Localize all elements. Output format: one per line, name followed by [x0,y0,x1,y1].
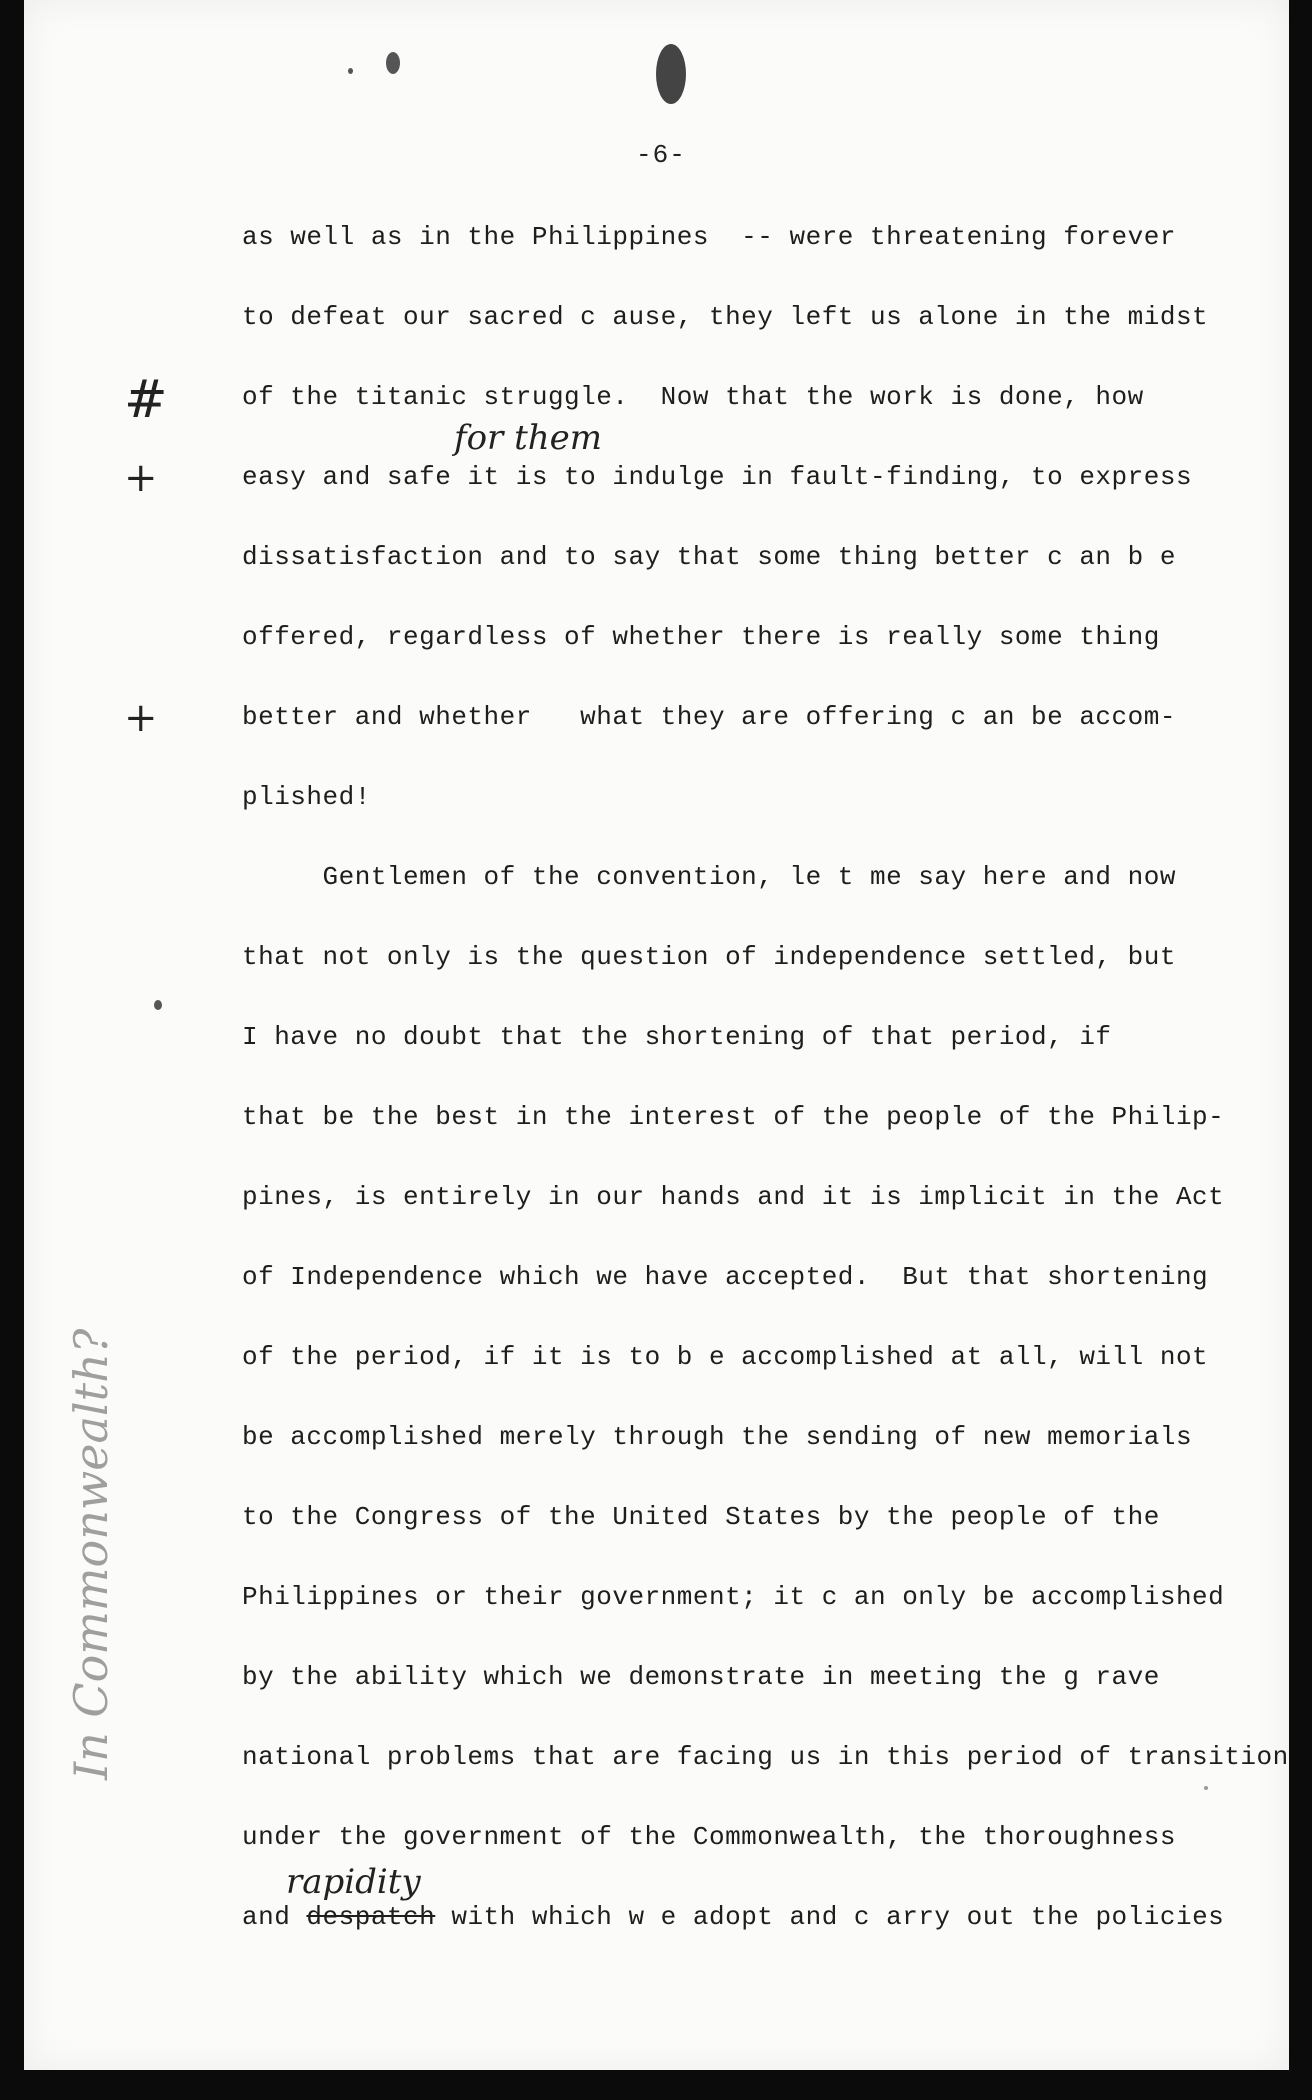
body-line-21: under the government of the Commonwealth, the thoroughness [242,1822,1176,1852]
body-line-11: I have no doubt that the shortening of that period, if [242,1022,1112,1052]
body-line-9: Gentlemen of the convention, le t me say here and now [242,862,1176,892]
body-line-4: easy and safe it is to indulge in fault-finding, to express [242,462,1193,492]
body-line-17: to the Congress of the United States by the people of the [242,1502,1160,1532]
body-line-1: as well as in the Philippines -- were threatening forever [242,222,1176,252]
page-number: -6- [636,140,686,170]
handwritten-insert-rapidity: rapidity [286,1862,421,1902]
body-line-19: by the ability which we demonstrate in meeting the g rave [242,1662,1160,1692]
body-line-3: of the titanic struggle. Now that the work is done, how [242,382,1144,412]
body-line-7: better and whether what they are offering c an be accom- [242,702,1176,732]
last-line-prefix: and [242,1902,307,1932]
ink-spot-5 [1204,1786,1208,1790]
body-line-6: offered, regardless of whether there is really some thing [242,622,1160,652]
body-line-13: pines, is entirely in our hands and it is implicit in the Act [242,1182,1225,1212]
body-line-5: dissatisfaction and to say that some thing better c an b e [242,542,1176,572]
margin-mark-3: + [124,695,158,741]
margin-mark-1: # [124,370,168,430]
ink-spot-3 [348,68,353,74]
last-line-suffix: with which w e adopt and c arry out the policies [435,1902,1225,1932]
body-line-18: Philippines or their government; it c an only be accomplished [242,1582,1225,1612]
body-line-15: of the period, if it is to b e accomplished at all, will not [242,1342,1209,1372]
body-line-8: plished! [242,782,371,812]
body-line-14: of Independence which we have accepted. But that shortening [242,1262,1209,1292]
body-line-10: that not only is the question of independence settled, but [242,942,1176,972]
handwritten-insert-for-them: for them [454,418,603,458]
body-line-22 [242,1902,1224,1942]
margin-mark-2: + [124,455,158,501]
ink-spot-4 [154,1000,162,1010]
ink-spot-2 [656,44,686,104]
body-line-20: national problems that are facing us in this period of transition [242,1742,1289,1772]
body-line-2: to defeat our sacred c ause, they left us alone in the midst [242,302,1209,332]
margin-vertical-note: In Commonwealth? [64,1328,118,1780]
document-sheet [24,0,1289,2070]
body-line-12: that be the best in the interest of the people of the Philip- [242,1102,1225,1132]
struck-word: despatch [306,1902,436,1932]
ink-spot-1 [386,52,400,74]
body-line-16: be accomplished merely through the sending of new memorials [242,1422,1193,1452]
